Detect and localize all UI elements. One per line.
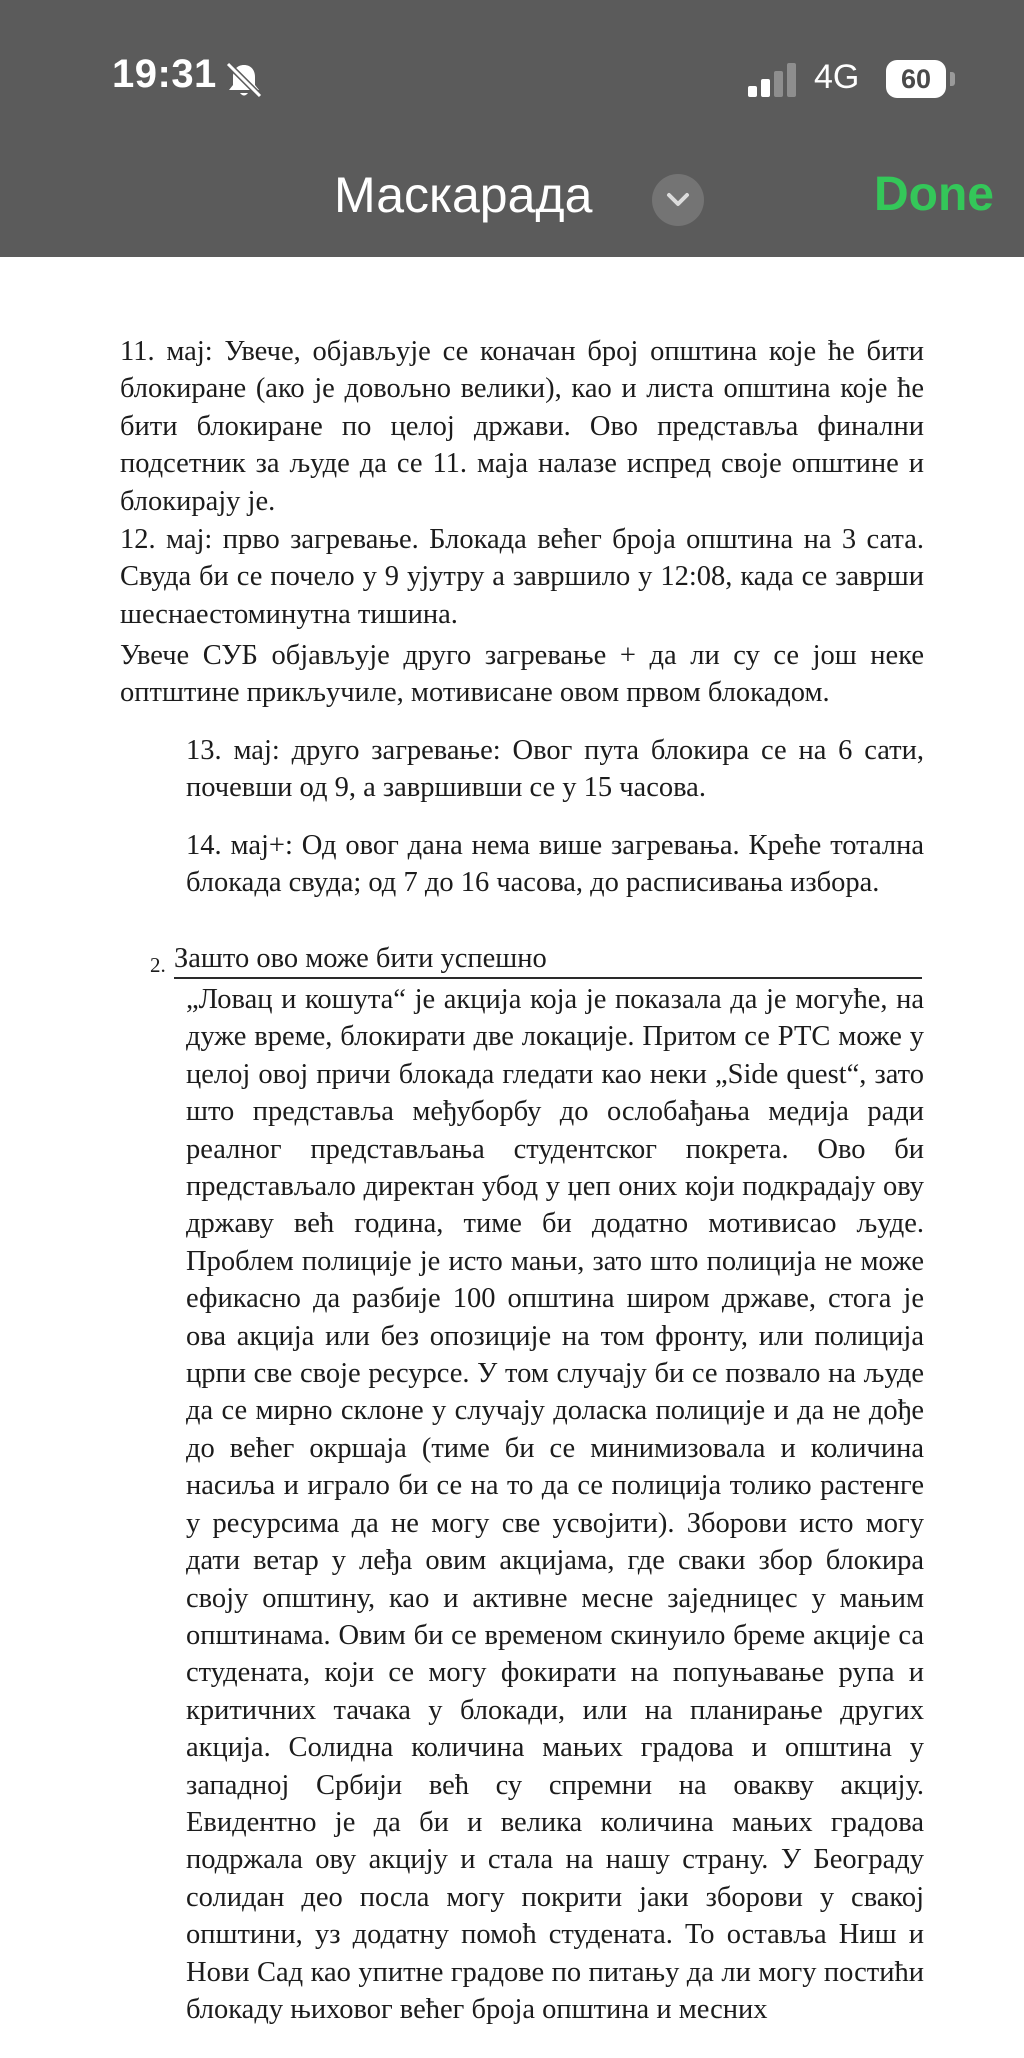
signal-strength-icon [746, 62, 802, 98]
paragraph-may-13: 13. мај: друго загревање: Овог пута блокира се на 6 сати, почевши од 9, а завршивши се у 15 часова. [186, 735, 924, 804]
document-title[interactable]: Маскарада [334, 167, 593, 223]
bell-slash-icon [222, 58, 266, 102]
battery-tip [950, 72, 955, 86]
section-heading: Зашто ово може бити успешно [174, 943, 547, 974]
done-button[interactable]: Done [874, 168, 994, 221]
status-time: 19:31 [112, 52, 217, 96]
network-type: 4G [814, 58, 860, 96]
title-menu-button[interactable] [652, 174, 704, 226]
chevron-down-icon [652, 174, 704, 226]
paragraph-may-12: 12. мај: прво загревање. Блокада већег броја општина на 3 сата. Свуда би се почело у 9 ујутру а завршило у 12:08, када се заврши шеснаестоминутна тишина. [120, 524, 924, 630]
heading-underline [174, 977, 922, 979]
paragraph-may-14: 14. мај+: Од овог дана нема више загревања. Креће тотална блокада свуда; од 7 до 16 часова, до расписивања избора. [186, 830, 924, 899]
paragraph-evening-announcement: Увече СУБ објављује друго загревање + да ли су се још неке оптштине прикључиле, мотивисане овом првом блокадом. [120, 640, 924, 709]
section-number: 2. [150, 953, 166, 977]
battery-indicator: 60 [886, 60, 946, 98]
paragraph-may-11: 11. мај: Увече, објављује се коначан број општина које ће бити блокиране (ако је довољно велики), као и листа општина које ће бити блокиране по целој држави. Ово представља финални подсетник за људе да се 11. маја налазе испред своје општине и блокирају је. [120, 336, 924, 517]
section-body: „Ловац и кошута“ је акција која је показала да је могуће, на дуже време, блокирати две локације. Притом се РТС може у целој овој причи блокада гледати као неки „Side quest“, зато што представља међуборбу до ослобађања медија ради реалног представљања студентског покрета. Ово би представљало директан убод у џеп оних који подкрадају ову државу већ година, тиме би додатно мотивисао људе. Проблем полиције је исто мањи, зато што полиција не може ефикасно да разбије 100 општина широм државе, стога је ова акција или без опозиције на том фронту, или полиција црпи све своје ресурсе. У том случају би се позвало на људе да се мирно склоне у случају доласка полиције и да не дође до већег окршаја (тиме би се минимизовала и количина насиља и играло би се на то да се полиција толико растенге у ресурсима да не могу све усвојити). Зборови исто могу дати ветар у леђа овим акцијама, где сваки збор блокира своју општину, као и активне месне заједницес у мањим општинама. Овим би се временом скинуило бреме акције са студената, који се могу фокирати на попуњавање рупа и критичних тачака у блокади, или на планирање других акција. Солидна количина мањих градова и општина у западној Србији већ су спремни на овакву акцију. Евидентно је да би и велика количина мањих градова подржала ову акцију и стала на нашу страну. У Београду солидан део посла могу покрити јаки зборови у свакој општини, уз додатну помоћ студената. То оставља Ниш и Нови Сад као упитне градове по питању да ли могу постићи блокаду њиховог већег броја општина и месних [186, 984, 924, 2025]
document-page [0, 257, 1024, 2058]
navigation-header [0, 0, 1024, 257]
